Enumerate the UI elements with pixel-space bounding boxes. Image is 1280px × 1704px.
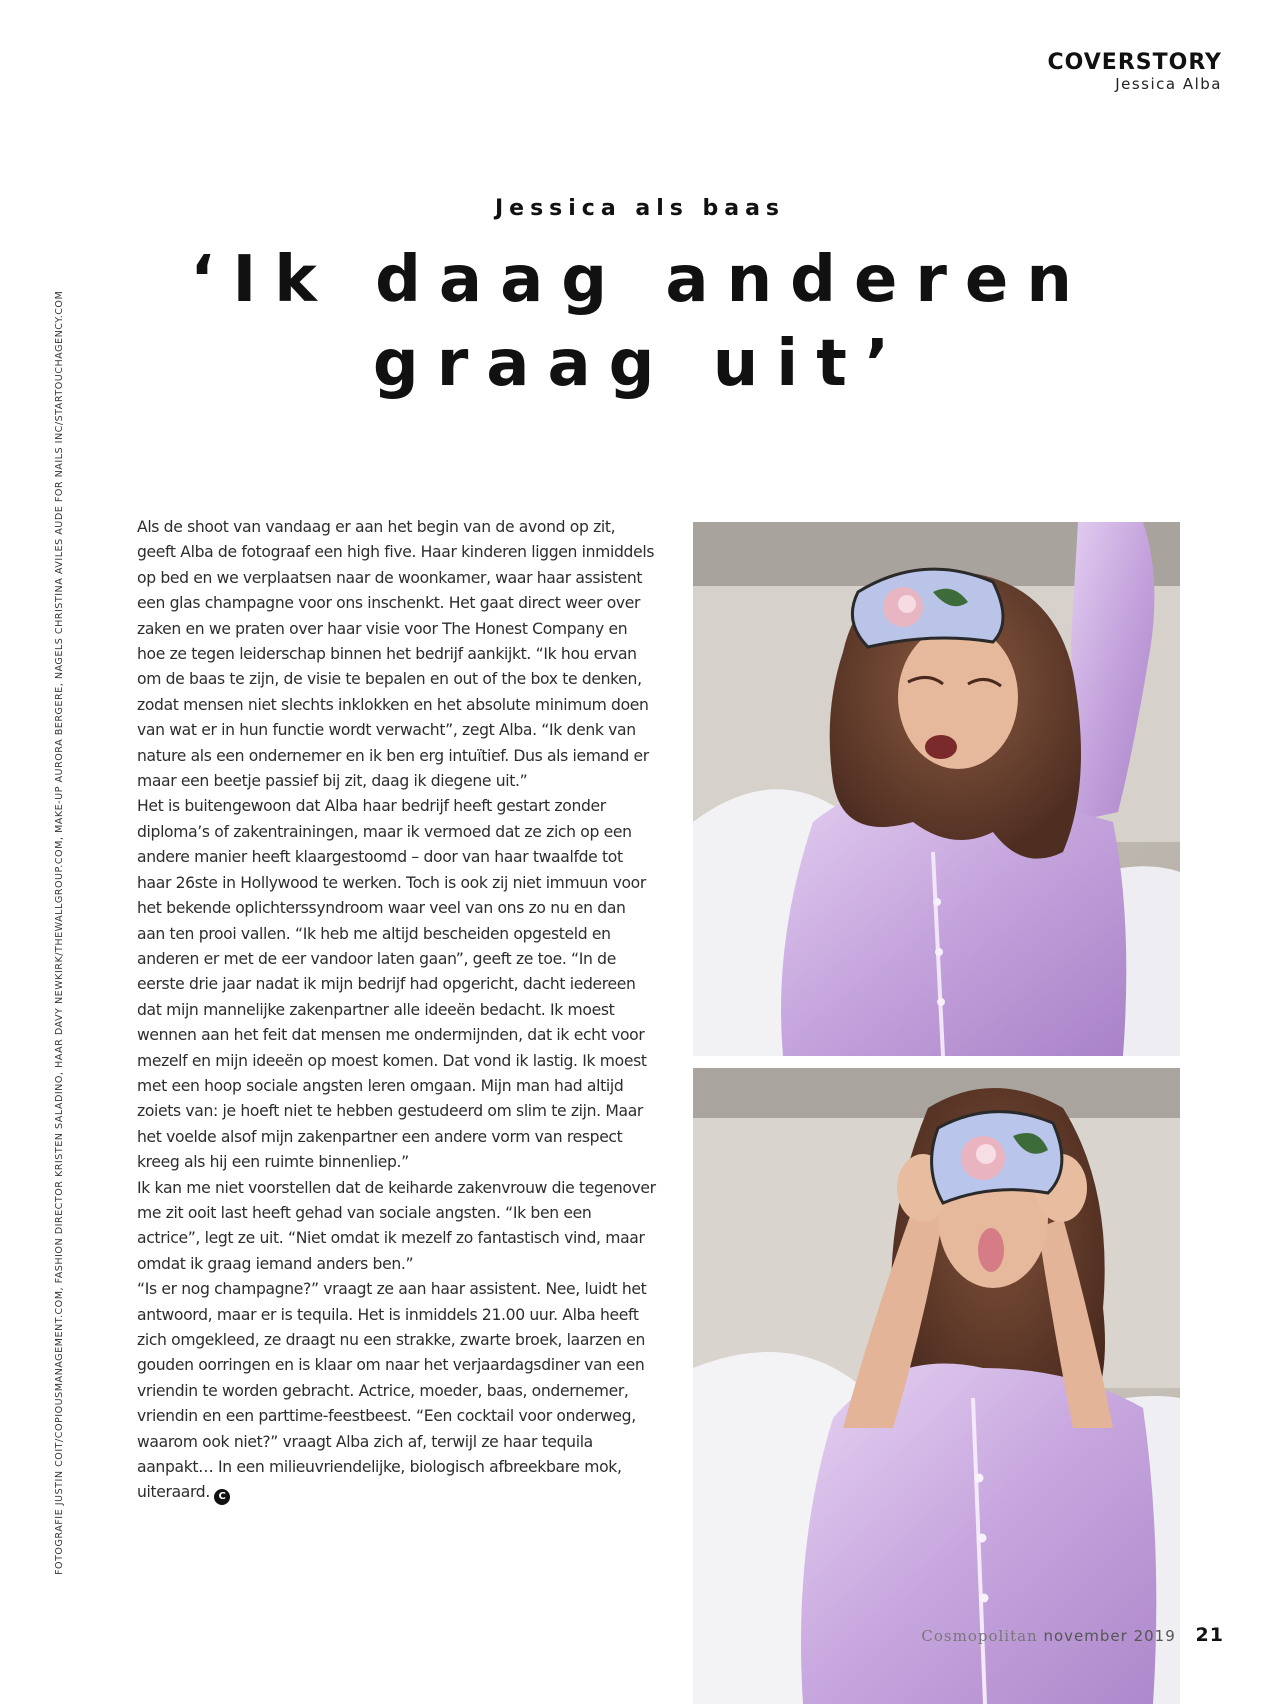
section-subject: Jessica Alba [1115, 75, 1222, 93]
headline-line-1: ‘Ik daag anderen [190, 243, 1090, 317]
paragraph-text: “Is er nog champagne?” vraagt ze aan haar assistent. Nee, luidt het antwoord, maar er is tequila. Het is inmiddels 21.00 uur. Alba heeft zich omgekleed, ze draagt nu een strakke, zwarte broek, laarzen en gouden oorringen en is klaar om naar het verjaardagsdiner van een vriendin te worden gebracht. Actrice, moeder, baas, ondernemer, vriendin en een parttime-feestbeest. “Een cocktail voor onderweg, waarom ook niet?” vraagt Alba zich af, terwijl ze haar tequila aanpakt… In een milieuvriendelijke, biologisch afbreekbare mok, uiteraard. [137, 1280, 647, 1502]
end-mark-icon: C [214, 1489, 230, 1505]
paragraph [137, 1277, 657, 1506]
paragraph: Het is buitengewoon dat Alba haar bedrijf heeft gestart zonder diploma’s of zakentrainingen, maar ik vermoed dat ze zich op een andere manier heeft klaargestoomd – door van haar twaalfde tot haar 26ste in Hollywood te werken. Toch is ook zij niet immuun voor het bekende oplichterssyndroom waar veel van ons zo nu en dan aan ten prooi vallen. “Ik heb me altijd bescheiden opgesteld en anderen er met de eer vandoor laten gaan”, geeft ze toe. “In de eerste drie jaar nadat ik mijn bedrijf had opgericht, dacht iedereen dat mijn mannelijke zakenpartner alle ideeën bedacht. Ik moest wennen aan het feit dat mensen me ondermijnden, dat ik echt voor mezelf en mijn ideeën op moest komen. Dat vond ik lastig. Ik moest met een hoop sociale angsten leren omgaan. Mijn man had altijd zoiets van: je hoeft niet te hebben gestudeerd om slim te zijn. Maar het voelde alsof mijn zakenpartner een andere vorm van respect kreeg als hij een ruimte binnenliep.” [137, 797, 647, 1172]
article-headline [0, 238, 1280, 406]
photo-eye-mask-illustration [693, 1068, 1180, 1704]
photo-credits: FOTOGRAFIE JUSTIN COIT/COPIOUSMANAGEMENT.COM, FASHION DIRECTOR KRISTEN SALADINO, HAAR DAVY NEWKIRK/THEWALLGROUP.COM, MAKE-UP AURORA BERGERE, NAGELS CHRISTINA AVILES AUDE FOR NAILS INC/STARTOUCHAGENCY.COM [54, 290, 65, 1575]
photo-eye-mask [693, 1068, 1180, 1704]
page-footer [921, 1624, 1224, 1646]
article-body [137, 515, 657, 1506]
photo-yawning [693, 522, 1180, 1056]
page-number: 21 [1195, 1624, 1224, 1646]
article-kicker: Jessica als baas [494, 196, 786, 221]
paragraph: Als de shoot van vandaag er aan het begin van de avond op zit, geeft Alba de fotograaf een high five. Haar kinderen liggen inmiddels op bed en we verplaatsen naar de woonkamer, waar haar assistent een glas champagne voor ons inschenkt. Het gaat direct weer over zaken en we praten over haar visie voor The Honest Company en hoe ze tegen leiderschap binnen het bedrijf aankijkt. “Ik hou ervan om de baas te zijn, de visie te bepalen en out of the box te denken, zodat mensen niet slechts inklokken en het absolute minimum doen van wat er in hun functie wordt verwacht”, zegt Alba. “Ik denk van nature als een ondernemer en ik ben erg intuïtief. Dus als iemand er maar een beetje passief bij zit, daag ik diegene uit.” [137, 518, 655, 791]
photo-yawning-illustration [693, 522, 1180, 1056]
paragraph: Ik kan me niet voorstellen dat de keiharde zakenvrouw die tegenover me zit ooit last heeft gehad van sociale angsten. “Ik ben een actrice”, legt ze uit. “Niet omdat ik mezelf zo fantastisch vind, maar omdat ik graag iemand anders ben.” [137, 1178, 656, 1273]
footer-issue: november 2019 [1043, 1627, 1176, 1645]
section-header [1048, 50, 1222, 93]
section-title: COVERSTORY [1047, 50, 1222, 75]
headline-line-2: graag uit’ [372, 327, 908, 401]
footer-magazine: Cosmopolitan [921, 1627, 1038, 1645]
